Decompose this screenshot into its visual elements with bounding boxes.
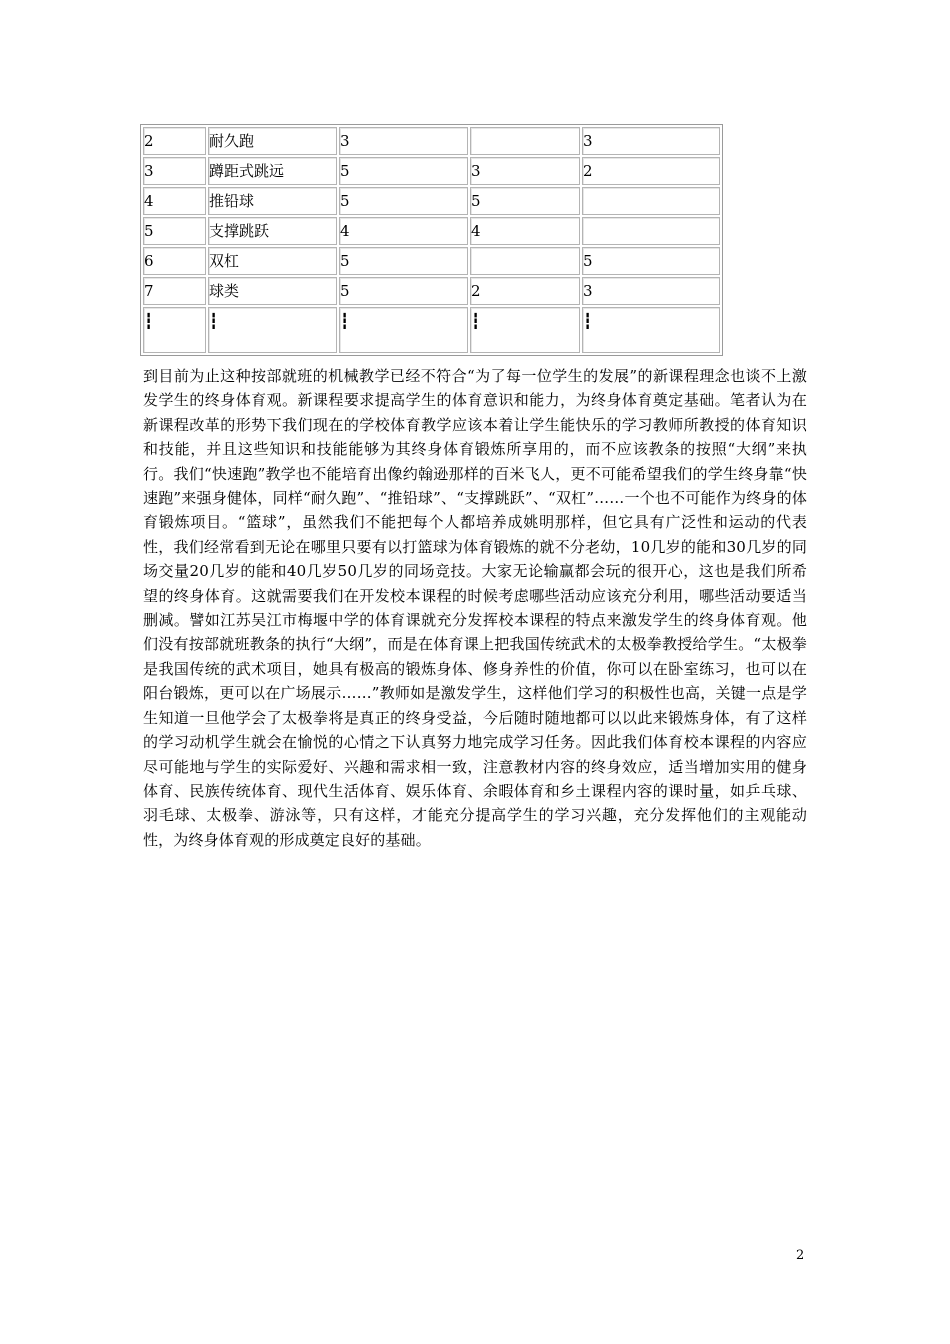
table-cell: 3 [582,277,720,305]
table-row [143,187,720,215]
table-cell: 7 [143,277,206,305]
table-cell: 耐久跑 [208,127,337,155]
table-cell [582,217,720,245]
table-row [143,217,720,245]
table-cell [470,247,580,275]
table-cell: 5 [339,157,468,185]
table-cell: 推铅球 [208,187,337,215]
table-cell: 双杠 [208,247,337,275]
page-number: 2 [796,1248,805,1263]
table-cell: 2 [582,157,720,185]
table-cell: 4 [470,217,580,245]
table-row [143,127,720,155]
table-cell: ┇ [208,307,337,353]
table-row [143,307,720,353]
table-cell: ┇ [470,307,580,353]
table-cell: 5 [339,247,468,275]
body-paragraph: 到目前为止这种按部就班的机械教学已经不符合“为了每一位学生的发展”的新课程理念也谈不上激发学生的终身体育观。新课程要求提高学生的体育意识和能力，为终身体育奠定基础。笔者认为在新课程改革的形势下我们现在的学校体育教学应该本着让学生能快乐的学习教师所教授的体育知识和技能，并且这些知识和技能能够为其终身体育锻炼所享用的，而不应该教条的按照“大纲”来执行。我们“快速跑”教学也不能培育出像约翰逊那样的百米飞人，更不可能希望我们的学生终身靠“快速跑”来强身健体，同样“耐久跑”、“推铅球”、“支撑跳跃”、“双杠”……一个也不可能作为终身的体育锻炼项目。“篮球”，虽然我们不能把每个人都培养成姚明那样，但它具有广泛性和运动的代表性，我们经常看到无论在哪里只要有以打篮球为体育锻炼的就不分老幼，10几岁的能和30几岁的同场交量20几岁的能和40几岁50几岁的同场竞技。大家无论输赢都会玩的很开心，这也是我们所希望的终身体育。这就需要我们在开发校本课程的时候考虑哪些活动应该充分利用，哪些活动要适当删减。譬如江苏吴江市梅堰中学的体育课就充分发挥校本课程的特点来激发学生的终身体育观。他们没有按部就班教条的执行“大纲”，而是在体育课上把我国传统武术的太极拳教授给学生。“太极拳是我国传统的武术项目，她具有极高的锻炼身体、修身养性的价值，你可以在卧室练习，也可以在阳台锻炼，更可以在广场展示……”教师如是激发学生，这样他们学习的积极性也高，关键一点是学生知道一旦他学会了太极拳将是真正的终身受益，今后随时随地都可以以此来锻炼身体，有了这样的学习动机学生就会在愉悦的心情之下认真努力地完成学习任务。因此我们体育校本课程的内容应尽可能地与学生的实际爱好、兴趣和需求相一致，注意教材内容的终身效应，适当增加实用的健身体育、民族传统体育、现代生活体育、娱乐体育、余暇体育和乡土课程内容的课时量，如乒乓球、羽毛球、太极拳、游泳等，只有这样，才能充分提高学生的学习兴趣，充分发挥他们的主观能动性，为终身体育观的形成奠定良好的基础。 [143,367,807,849]
table-cell: 4 [143,187,206,215]
table-row [143,277,720,305]
table-cell: 4 [339,217,468,245]
table-cell: 5 [339,187,468,215]
table-cell: 6 [143,247,206,275]
table-cell [582,187,720,215]
table-cell: 2 [470,277,580,305]
table-cell: 球类 [208,277,337,305]
table-cell: 5 [143,217,206,245]
table-cell [470,127,580,155]
table-cell: 支撑跳跃 [208,217,337,245]
table-row [143,247,720,275]
table-cell: 3 [143,157,206,185]
table-cell: 5 [339,277,468,305]
table-cell: 3 [582,127,720,155]
table-row [143,157,720,185]
table-cell: 蹲距式跳远 [208,157,337,185]
table-cell: 5 [582,247,720,275]
table-cell: 5 [470,187,580,215]
table-cell: 2 [143,127,206,155]
table-cell: ┇ [143,307,206,353]
table-cell: ┇ [339,307,468,353]
table-cell: 3 [470,157,580,185]
table-cell: 3 [339,127,468,155]
sports-items-table [140,124,723,356]
table-cell: ┇ [582,307,720,353]
